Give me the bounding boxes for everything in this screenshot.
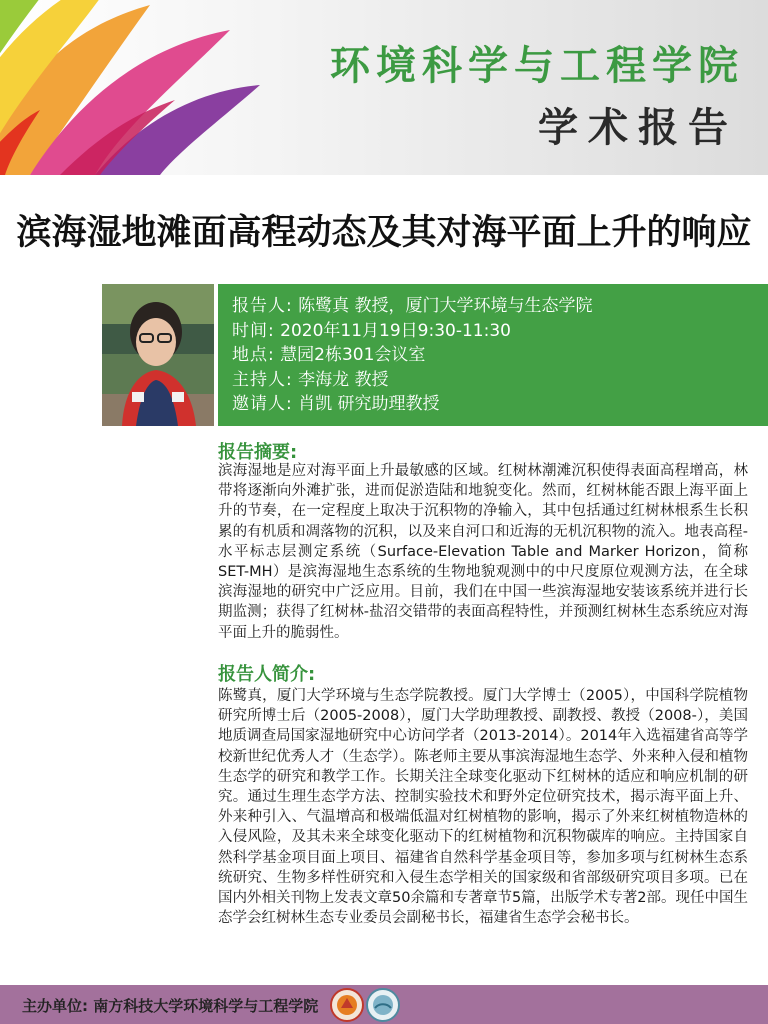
- organizer-label: 主办单位: 南方科技大学环境科学与工程学院: [22, 997, 319, 1015]
- university-seal-logo: [330, 988, 364, 1022]
- host-label: 主持人:: [232, 369, 293, 390]
- speaker-row: [232, 294, 768, 319]
- decorative-petals-graphic: [0, 0, 260, 175]
- abstract-heading: 报告摘要:: [218, 442, 298, 463]
- host-value: 李海龙 教授: [298, 369, 389, 390]
- place-label: 地点:: [232, 345, 275, 365]
- speaker-photo: [102, 284, 214, 426]
- poster-header: [0, 0, 768, 175]
- bio-heading: 报告人简介:: [218, 664, 316, 685]
- school-seal-logo: [366, 988, 400, 1022]
- time-row: [232, 319, 768, 344]
- inviter-row: [232, 392, 768, 417]
- speaker-value: 陈鹭真 教授，厦门大学环境与生态学院: [298, 296, 593, 316]
- bio-text: 陈鹭真，厦门大学环境与生态学院教授。厦门大学博士（2005），中国科学院植物研究所博士后（2005-2008），厦门大学助理教授、副教授、教授（2008-），美国地质调查局国家湿地研究中心访问学者（2013-2014）。2014年入选福建省高等学校新世纪优秀人才（生态学）。陈老师主要从事滨海湿地生态学、外来种入侵和植物生态学的研究和教学工作。长期关注全球变化驱动下红树林的适应和响应机制的研究。通过生理生态学方法、控制实验技术和野外定位研究技术，揭示海平面上升、外来种引入、气温增高和极端低温对红树植物的影响，揭示了外来红树植物造林的入侵风险，及其未来全球变化驱动下的红树植物和沉积物碳库的响应。主持国家自然科学基金项目面上项目、福建省自然科学基金项目等，参加多项与红树林生态系统研究、生物多样性研究和入侵生态学相关的国家级和省部级研究项目多项。已在国内外相关刊物上发表文章50余篇和专著章节5篇，出版学术专著2部。现任中国生态学会红树林生态专业委员会副秘书长，福建省生态学会秘书长。: [218, 688, 748, 927]
- talk-info-panel: [218, 284, 768, 426]
- inviter-value: 肖凯 研究助理教授: [298, 394, 440, 414]
- college-name: 环境科学与工程学院: [330, 42, 744, 89]
- time-value: 2020年11月19日9:30-11:30: [280, 320, 511, 341]
- report-type-title: 学术报告: [538, 104, 738, 151]
- place-row: [232, 343, 768, 368]
- host-row: [232, 368, 768, 393]
- talk-title: 滨海湿地滩面高程动态及其对海平面上升的响应: [16, 213, 752, 253]
- abstract-text: 滨海湿地是应对海平面上升最敏感的区域。红树林潮滩沉积使得表面高程增高，林带将逐渐向外滩扩张，进而促淤造陆和地貌变化。然而，红树林能否跟上海平面上升的节奏，在一定程度上取决于沉积物的净输入，其中包括通过红树林根系生长积累的有机质和凋落物的沉积，以及来自河口和近海的无机沉积物的流入。地表高程-水平标志层测定系统（Surface-Elevation Table and Marker Horizon，简称SET-MH）是滨海湿地生态系统的生物地貌观测中的中尺度原位观测方法，在全球滨海湿地的研究中广泛应用。目前，我们在中国一些滨海湿地安装该系统并进行长期监测；获得了红树林-盐沼交错带的表面高程特性，并预测红树林生态系统应对海平面上升的脆弱性。: [218, 463, 748, 641]
- inviter-label: 邀请人:: [232, 394, 293, 414]
- place-value: 慧园2栋301会议室: [280, 345, 426, 365]
- time-label: 时间:: [232, 320, 275, 341]
- footer-bar: [0, 985, 768, 1024]
- speaker-label: 报告人:: [232, 296, 293, 316]
